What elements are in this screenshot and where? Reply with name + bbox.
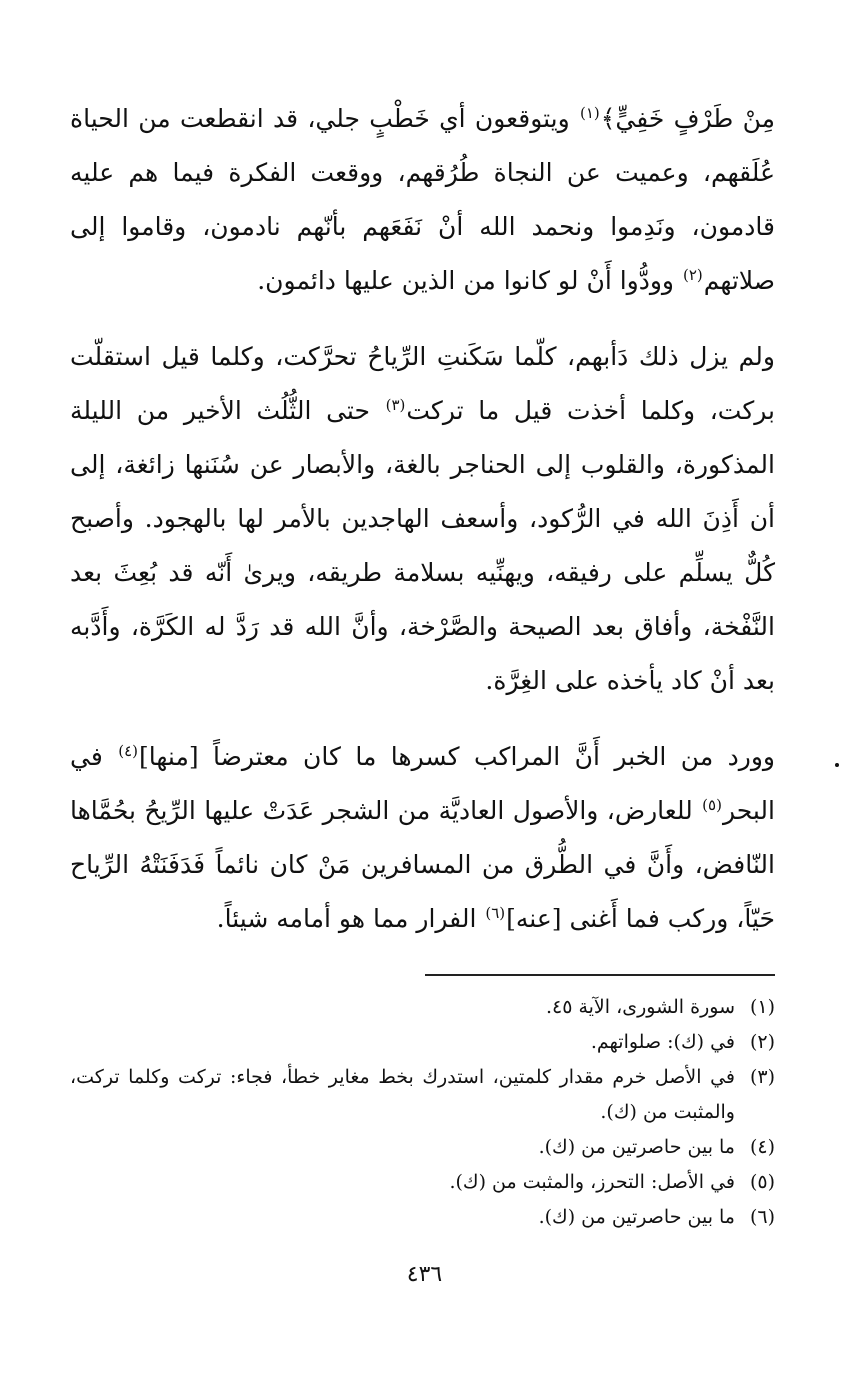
footnote — [70, 1060, 775, 1130]
footnote-text: سورة الشورى، الآية ٤٥. — [545, 996, 735, 1018]
footnote-number: (١) — [749, 996, 775, 1018]
text-segment: وودُّوا أَنْ لو كانوا من الذين عليها دائمون. — [257, 266, 682, 295]
footnote-number: (٢) — [749, 1031, 775, 1053]
text-segment: للعارض، والأصول العاديَّة من الشجر عَدَتْ عليها الرِّيحُ بحُمَّاها النّافض، وأَنَّ في الطُّرق من المسافرين مَنْ كان نائماً فَدَفَنَتْهُ الرِّياح حَيّاً، وركب فما أَغنى [عنه] — [70, 796, 775, 933]
footnote-ref: (٦) — [485, 903, 506, 922]
footnote-text: في الأصل: التحرز، والمثبت من (ك). — [449, 1171, 735, 1193]
footnote-separator — [425, 974, 775, 976]
paragraph-3 — [70, 730, 775, 946]
text-segment: الفرار مما هو أمامه شيئاً. — [216, 904, 485, 933]
main-text — [70, 92, 775, 946]
text-segment: مِنْ طَرْفٍ خَفِيٍّ﴾ — [600, 104, 775, 133]
footnote — [70, 1165, 775, 1200]
footnote-number: (٤) — [749, 1136, 775, 1158]
footnote — [70, 1200, 775, 1235]
text-segment: في البحر — [70, 742, 775, 825]
footnote-ref: (٣) — [385, 395, 406, 414]
footnote-ref: (٥) — [702, 795, 722, 814]
footnote-text: ما بين حاصرتين من (ك). — [538, 1136, 735, 1158]
footnote — [70, 990, 775, 1025]
footnote-number: (٣) — [749, 1066, 775, 1088]
footnotes-list — [70, 990, 775, 1235]
footnote-ref: (٢) — [682, 265, 703, 284]
footnote — [70, 1025, 775, 1060]
footnote-text: في (ك): صلواتهم. — [590, 1031, 735, 1053]
footnote-ref: (١) — [579, 103, 600, 122]
footnote-number: (٦) — [749, 1206, 775, 1228]
text-segment: ويتوقعون أي خَطْبٍ جلي، قد انقطعت من الحياة عُلَقهم، وعميت عن النجاة طُرُقهم، ووقعت الفكرة فيما هم عليه قادمون، ونَدِموا ونحمد الله أنْ نَفَعَهم بأنّهم نادمون، وقاموا إلى صلاتهم — [70, 104, 775, 295]
footnote-text: في الأصل خرم مقدار كلمتين، استدرك بخط مغاير خطأ، فجاء: تركت وكلما تركت، والمثبت من (ك). — [70, 1066, 735, 1123]
footnote — [70, 1130, 775, 1165]
footnote-text: ما بين حاصرتين من (ك). — [538, 1206, 735, 1228]
footnote-ref: (٤) — [118, 741, 138, 760]
text-segment: حتى الثُّلُث الأخير من الليلة المذكورة، والقلوب إلى الحناجر بالغة، والأبصار عن سُنَنها زائغة، إلى أن أَذِنَ الله في الرُّكود، وأسعف الهاجدين بالأمر لها بالهجود. وأصبح كُلٌّ يسلِّم على رفيقه، ويهنِّيه بسلامة طريقه، ويرىٰ أَنّه قد بُعِثَ بعد النَّفْخة، وأفاق بعد الصيحة والصَّرْخة، وأنَّ الله قد رَدَّ له الكَرَّة، وأَدَّبه بعد أنْ كاد يأخذه على الغِرَّة. — [70, 396, 775, 695]
page-body — [70, 92, 775, 1251]
paragraph-1 — [70, 92, 775, 308]
paragraph-2 — [70, 330, 775, 708]
text-segment: وورد من الخبر أَنَّ المراكب كسرها ما كان معترضاً [منها] — [139, 742, 775, 771]
text-segment: ولم يزل ذلك دَأبهم، كلّما سَكَنتِ الرِّياحُ تحرَّكت، وكلما قيل استقلّت بركت، وكلما أخذت قيل ما تركت — [70, 342, 775, 425]
footnote-number: (٥) — [749, 1171, 775, 1193]
page-number: ٤٣٦ — [406, 1262, 443, 1287]
scan-speck — [835, 763, 839, 767]
